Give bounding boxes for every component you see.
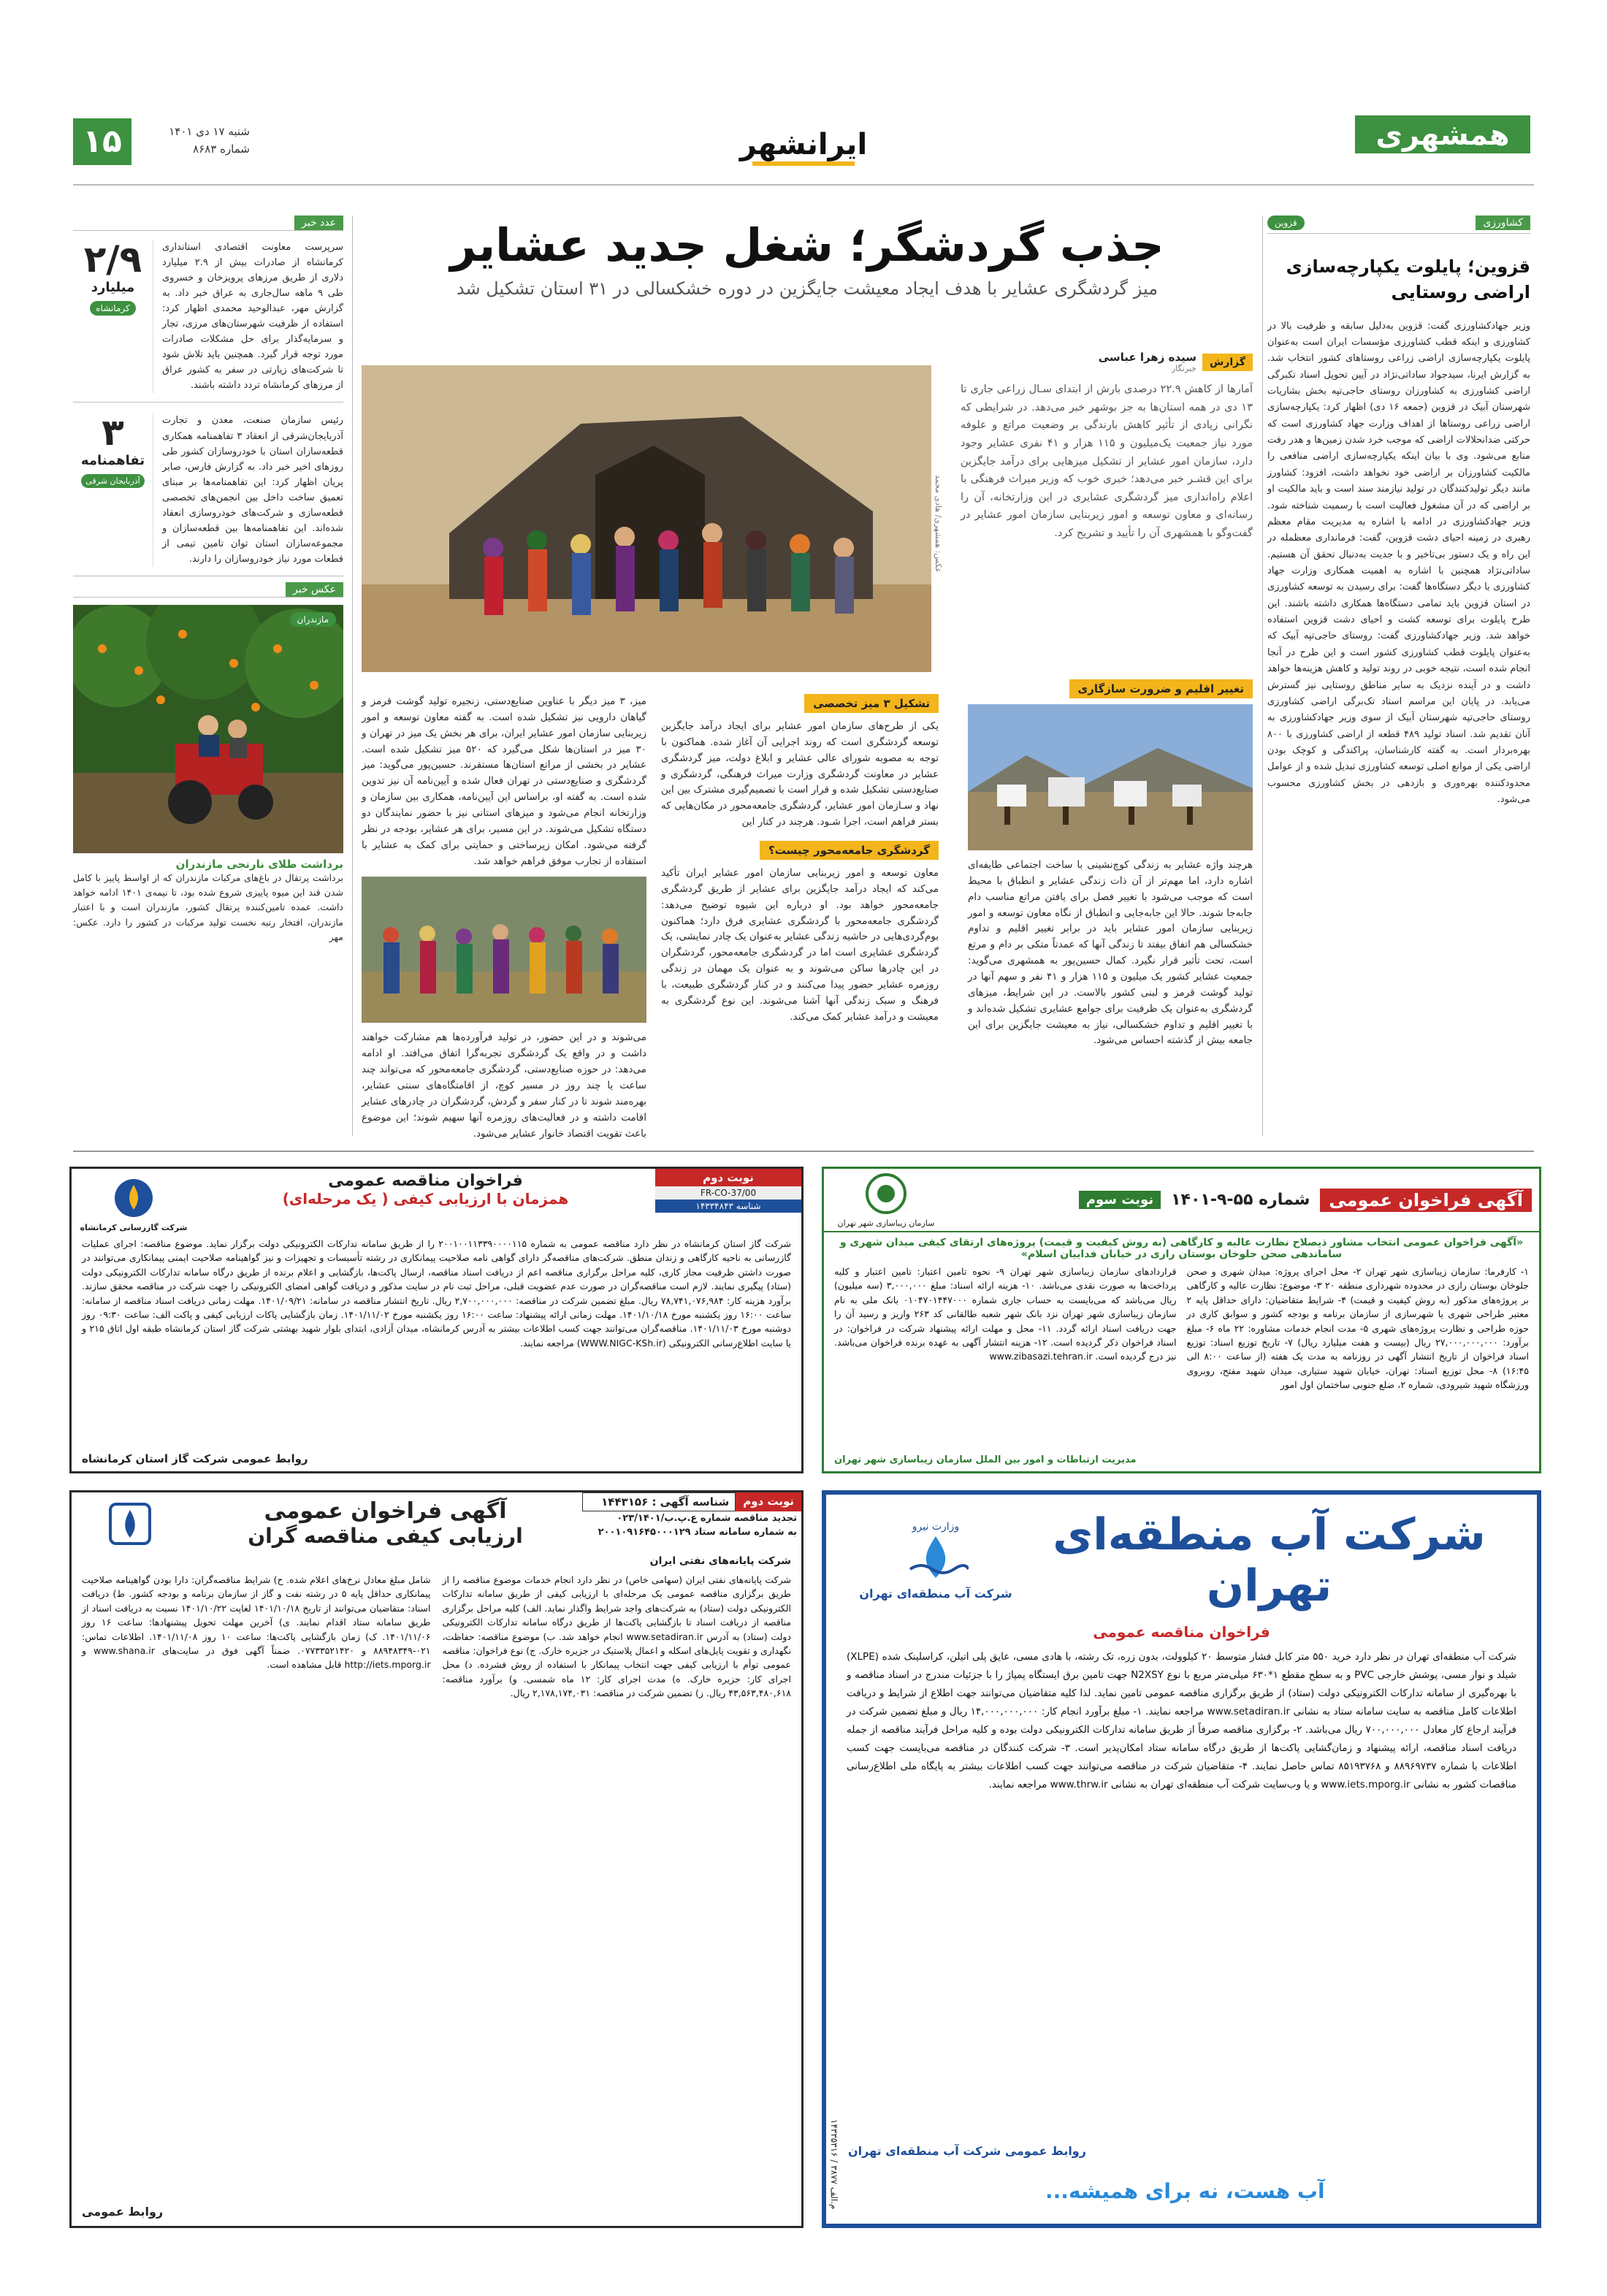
ad3-renewal: تجدید مناقصه شماره ع.پ.ب/۰۲۳/۱۴۰۱: [617, 1513, 797, 1524]
ad3-notice-block: [582, 1492, 801, 1552]
photo-news-image: [73, 605, 343, 853]
issue-date: شنبه ۱۷ دی ۱۴۰۱: [169, 125, 250, 138]
main-article: [362, 212, 1253, 1140]
sub-head-2: تشکیل ۳ میز تخصصی: [804, 694, 939, 713]
left-column-divider: [352, 216, 353, 1136]
lead-text: آمارها از کاهش ۲۲.۹ درصدی بارش از ابتدای سـال زراعی جاری تا ۱۳ دی در همه استان‌ها به جز بوشهر خبر می‌دهد. در شرایطی که نگرانی زیادی از تأثیر کاهش بارندگی بر وضعیت مراتع و علوفه مورد نیاز جمعیت یک‌میلیون و ۱۱۵ هزار و ۴۱ نفری عشایر وجود دارد، سازمان امور عشایر از تشکیل میزهایی برای درآمد جایگزین برای این قشـر خبر می‌دهد؛ خبری خوب که وزیر میراث فرهنگی با اعلام راه‌اندازی میز گردشگری عشایری در این وزارتخانه، آن را رسانه‌ای و معاون توسعه و امور زیربنایی سازمان امور عشایر در گفت‌وگو با همشهری آن را تأیید و تشریح کرد.: [961, 384, 1253, 540]
ad3-title: آگهی فراخوان عمومی: [264, 1498, 507, 1524]
left-news-item-1-badge: کرمانشاه: [90, 301, 135, 316]
page-number-box: [73, 118, 131, 165]
ad1-company: شرکت گازرسانی کرمانشاه: [80, 1223, 188, 1232]
ad2-headline: «آگهی فراخوان عمومی انتخاب مشاور ذیصلاح نظارت عالیه و کارگاهی (به روش کیفیت و قیمت) پروژه‌های ارتقای کیفی میدان شهری و ساماندهی صحن جلوخان بوستان رازی در خیابان فداییان اسلام»: [839, 1237, 1524, 1260]
left-news-item-2-figure: [73, 413, 153, 566]
left-news-item-1-body: سرپرست معاونت اقتصادی استانداری کرمانشاه از صادرات بیش از ۲.۹ میلیارد دلاری از طریق مرزهای پرویزخان و خسروی طی ۹ ماهه سال‌جاری به عراق خبر داد. به گزارش مهر، عبدالوحید محمدی اظهار کرد: استفاده از ظرفیت شهرستان‌های مرزی، تجار و سرمایه‌گذار برای حل مشکلات صادرات مورد توجه قرار گیرد. همچنین باید تلاش شود تا شرکت‌های زیارتی در سفر به کشور عراق از مرزهای کرمانشاه تردد داشته باشند.: [162, 242, 343, 392]
ad3-company: شرکت پایانه‌های نفتی ایران: [649, 1555, 791, 1567]
sub-head-1: تغییر اقلیم و ضرورت سازگاری: [1069, 679, 1253, 698]
main-article-subtitle: میز گردشگری عشایر با هدف ایجاد معیشت جایگزین در دوره خشکسالی در ۳۱ استان تشکیل شد: [456, 278, 1159, 299]
nomad-women-photo: [362, 877, 646, 1023]
ad2-left-col: قراردادهای سازمان زیباسازی شهر تهران ۹- نحوه تامین اعتبار: تامین اعتبار و کلیه پرداخت‌ها به صورت نقدی می‌باشد. ۱۰- هزینه ارائه اسناد: مبلغ ۳,۰۰۰,۰۰۰ (سه میلیون) ریال می‌باشد که می‌بایست به حساب جاری شماره ۰۱۰۴۷۰۱۴۴۷۰۰۰ بانک ملی به نام سازمان زیباسازی شهر تهران نزد بانک شهر شعبه طالقانی کد ۲۶۳ واریز و رسید آن را جهت دریافت اسناد ارائه گردد. ۱۱- محل و مهلت ارائه پیشنهاد شرکت در فراخوان: در اسناد فراخوان ذکر گردیده است. ۱۲- هزینه انتشار آگهی به عهده برنده فراخوان می‌باشد. نیز درج گردیده است. www.zibasazi.tehran.ir: [834, 1266, 1177, 1362]
left-news-item-2-badge: آذربایجان شرقی: [81, 474, 144, 488]
issue-number: شماره ۸۶۸۳: [193, 142, 250, 156]
col3-photo: [362, 877, 646, 1023]
ad4-side-code: م.الف ۳۸۷۷ / ۱۴۳۳۵۳۱۶: [829, 2118, 839, 2209]
sub2-text: یکی از طرح‌های سازمان امور عشایر برای ایجاد درآمد جایگزین توسعه گردشگری است که روند اجرایی آن آغاز شده. هماکنون با توجه به مصوبه شورای عالی عشایر و ابلاغ دولت، میز گردشگری عشایر در معاونت گردشگری وزارت میراث فرهنگی، گردشگری و صنایع‌دستی تشکیل شده و قرار است با تصمیم‌گیری مشترک بین این نهاد و سـازمان امور عشایر، گردشگری جامعه‌محور در مکان‌هایی که بستر فراهم است، اجرا شـود. هرچند در کنار این: [661, 720, 939, 828]
masthead: [0, 0, 1607, 190]
ad4-ministry: وزارت نیرو: [912, 1520, 960, 1533]
ad-zibasazi: [822, 1167, 1541, 1473]
left-news-column: [73, 216, 343, 1136]
oil-terminals-logo-icon: [104, 1498, 156, 1549]
ad3-setad-number: به شماره سامانه ستاد ۲۰۰۱۰۹۱۶۴۵۰۰۰۱۲۹: [598, 1527, 797, 1538]
left-news-item-1-figure: [73, 240, 153, 393]
left-news-item-1-number: ۲/۹: [83, 238, 142, 281]
ad2-right-col: ۱- کارفرما: سازمان زیباسازی شهر تهران ۲- محل اجرای پروژه: میدان شهری و صحن جلوخان بوستان رازی در محدوده شهرداری منطقه ۲۰ ۳- موضوع: نظارت عالیه و کارگاهی بر پروژه‌های مذکور (به روش کیفیت و قیمت) ۴- شرایط متقاضیان: دارای حداقل پایه ۲ معتبر طراحی شهری یا شهرسازی از سازمان برنامه و بودجه کشور و سوابق کاری در حوزه طراحی و نظارت پروژه‌های شهری ۵- مدت انجام خدمات مشاوره: ۲۲ ماه ۶- مبلغ برآورد: ۲۷,۰۰۰,۰۰۰,۰۰۰ ریال (بیست و هفت میلیارد ریال) ۷- تاریخ توزیع اسناد: توزیع اسناد فراخوان از تاریخ انتشار آگهی در روزنامه به مدت یک هفته (از ساعت ۸:۰۰ الی ۱۶:۴۵) ۸- محل توزیع اسناد: تهران، خیابان شهید ستیاری، میدان شهید مفتح، روبروی ورزشگاه شهید شیرودی، شماره ۲، ضلع جنوبی ساختمان اول امور: [1186, 1266, 1530, 1390]
ad3-body-left: شامل مبلغ معادل نرخ‌های اعلام شده. ح) شرایط مناقصه‌گران: دارا بودن گواهینامه صلاحیت پیمانکاری حداقل پایه ۵ در رشته نفت و گاز از سازمان برنامه و بودجه کشور. ط) دریافت اسناد: متقاضیان می‌توانند از تاریخ ۱۴۰۱/۱۰/۱۸ لغایت ۱۴۰۱/۱۰/۲۲ نسبت به دریافت اسناد از طریق سامانه ستاد اقدام نمایند. ی) آخرین مهلت تحویل پیشنهادها: ساعت ۱۶ روز ۱۴۰۱/۱۱/۰۶. ک) زمان بازگشایی پاکت‌ها: ساعت ۱۰ روز ۱۴۰۱/۱۱/۰۸. اطلاعات تماس: ۰۲۱-۸۸۹۴۸۳۴۹ و ۰۷۷۳۳۵۲۱۴۲۰. ضمناً آگهی فوق در سایت‌های www.shana.ir و http://iets.mporg.ir قابل مشاهده است.: [82, 1574, 431, 1671]
ad3-logo: [72, 1492, 188, 1552]
sub1-text: هرچند واژه عشایر به زندگی کوچ‌نشینی با ساخت اجتماعی طایفه‌ای اشاره دارد، اما مهم‌تر از آن ذات زندگی عشایر و انطباق با محیط است که موجب می‌شود با تغییر فصل برای یافتن مراتع مناسب دام جابه‌جا شوند. حالا این جابه‌جایی و انطباق از نگاه معاون توسعه و امور زیربنایی سازمان امور عشایر باید در برابر تغییر اقلیم و تداوم خشکسالی هم اتفاق بیفتد تا زندگی آنها که عمدتاً متکی بر دام و مرتع است، تحت تأثیر قرار نگیرد. کمال حسین‌پور به همشهری می‌گوید: جمعیت عشایر کشور یک میلیون و ۱۱۵ هزار و ۴۱ نفر و سهم آنها در تولید گوشت قرمز و لبنی کشور بالاست. در این شرایط، میزهای گردشگری به‌عنوان یک ظرفیت برای جوامع عشایری تشکیل شده‌اند و با تغییر اقلیم و تداوم خشکسالی، نیاز به معیشت جایگزین برای این جامعه بیش از گذشته احساس می‌شود.: [968, 859, 1253, 1047]
ad1-notice-label: نوبت دوم: [655, 1169, 801, 1186]
brand-text: همشهری: [1375, 118, 1510, 152]
photo-news-caption-title: برداشت طلای نارنجی مازندران: [175, 857, 343, 871]
right-column-divider: [1262, 216, 1263, 1136]
col3-text: میز، ۳ میز دیگر با عناوین صنایع‌دستی، زنجیره تولید گوشت قرمز و گیاهان دارویی نیز تشکیل شده است. به گفته معاون توسعه و امور زیربنایی سازمان امور عشایر ایران، برای هر بخش یک میز در تهران و ۳۰ میز در استان‌ها شکل می‌گیرد که ۵۲۰ میز تشکیل شده است. عشایر در بخشی از مراتع استان‌ها مستقرند. حسین‌پور می‌گوید: میز گردشگری و صنایع‌دستی در تهران فعال شده و آیین‌نامه آن نیز تدوین شده است. به گفته او، براساس این آیین‌نامه، همکاری بین سازمان و وزارتخانه انجام می‌شود و میزهای استانی نیز با حضور نمایندگان دو دستگاه تشکیل می‌شوند. در این مسیر، برای هر عشایر، بودجه در نظر گرفته می‌شود. امکان زیرساختی و حمایتی برای کمک به عشایر با استفاده از تجارب موفق فراهم خواهد شد.: [362, 695, 647, 867]
ad3-footer: روابط عمومی: [82, 2205, 164, 2219]
ad2-notice-label: نوبت سوم: [1079, 1191, 1161, 1209]
left-news-item-2-number: ۳: [102, 411, 124, 454]
gas-company-logo-icon: [112, 1176, 156, 1220]
left-news-item-2-body: رئیس سازمان صنعت، معدن و تجارت آذربایجان‌شرقی از انعقاد ۳ تفاهمنامه همکاری قطعه‌سازان استان با خودروسازان کشور طی روزهای اخیر خبر داد. به گزارش فارس، صابر پریان اظهار کرد: این تفاهمنامه‌ها بر مبنای تعمیق ساخت داخل بین انجمن‌های تخصصی قطعه‌سازی و شرکت‌های خودروسازی انعقاد شده‌اند. این تفاهمنامه‌ها بین قطعه‌سازان و مجموعه‌سازان استان توان تامین تیمی از قطعات مورد نیاز خودروسازان را دارند.: [162, 415, 343, 565]
kicker: گزارش: [1202, 354, 1253, 371]
editorial-bottom-rule: [73, 1151, 1534, 1152]
photo-credit: عکس: همشهری/ هادی محمد: [934, 475, 943, 573]
issue-info: [140, 123, 250, 158]
masthead-rule: [73, 184, 1534, 186]
ad1-code: FR-CO-37/00: [655, 1186, 801, 1200]
photo-news: [73, 576, 343, 945]
section-underline: [752, 161, 855, 166]
author-role: خبرنگار: [1171, 364, 1196, 373]
ad3-id-label: شناسه آگهی : ۱۴۴۳۱۵۶: [582, 1492, 736, 1511]
ad4-logo-text: شرکت آب منطقه‌ای تهران: [859, 1586, 1012, 1601]
ad3-notice-label: نوبت دوم: [736, 1492, 801, 1511]
left-news-tag: عدد خبر: [294, 216, 343, 230]
water-company-logo-icon: [903, 1533, 969, 1584]
ad1-subtitle: همزمان با ارزیابی کیفی ( یک مرحله‌ای): [282, 1190, 569, 1208]
ad4-body: شرکت آب منطقه‌ای تهران در نظر دارد خرید ۵۵۰ متر کابل فشار متوسط ۲۰ کیلوولت، بدون زره، تک رشته، با هادی مسی، عایق پلی اتیلن، کراسلینک شده (XLPE) شیلد و نوار مسی، پوشش خارجی PVC و به سطح مقطع ۱*۶۳۰ میلی‌متر مربع با نوع N2XSY جهت تامین برق ایستگاه پمپاژ را با جزئیات مندرج در اسناد مناقصه و با بهره‌گیری از سامانه تدارکات الکترونیکی دولت (ستاد) از طریق برگزاری مناقصه عمومی تامین نماید. لذا کلیه متقاضیان می‌توانند جهت اطلاع از شرایط و دریافت اطلاعات کامل مناقصه به سایت سامانه ستاد به نشانی www.setadiran.ir مراجعه نمایند. ۱- مبلغ برآورد انجام کار: ۱۴,۰۰۰,۰۰۰,۰۰۰ ریال و مبلغ تضمین شرکت در فرآیند ارجاع کار معادل ۷۰۰,۰۰۰,۰۰۰ ریال می‌باشد. ۲- برگزاری مناقصه صرفاً از طریق سامانه تدارکات الکترونیکی دولت بوده و کلیه مراحل فرآیند مناقصه از جمله دریافت اسناد مناقصه، ارائه پیشنهاد و زمان‌گشایی پاکت‌ها از طریق درگاه سامانه ستاد امکان‌پذیر است. ۳- شرکت کنندگان در مناقصه می‌بایست جهت کسب اطلاعات با شماره ۸۸۹۶۹۷۳۷ و ۸۵۱۹۳۷۶۸ تماس حاصل نمایند. ۴- متقاضیان شرکت در مناقصه می‌توانند جهت کسب اطلاعات بیشتر به پایگاه ملی اطلاع‌رسانی مناقصات کشور به نشانی www.iets.mporg.ir و یا وب‌سایت شرکت آب منطقه‌ای تهران به نشانی www.thrw.ir مراجعه نمایند.: [847, 1651, 1517, 1790]
article-col-2: [661, 694, 939, 1026]
photo-news-tag: عکس خبر: [286, 582, 343, 597]
ad-tehran-water: [822, 1490, 1541, 2228]
ad1-body: شرکت گاز استان کرمانشاه در نظر دارد مناقصه عمومی به شماره ۲۰۰۱۰۰۱۱۳۳۹۰۰۰۰۱۱۵ را از طریق سامانه تدارکات الکترونیکی دولت برگزار نماید. موضوع مناقصه: اجرای عملیات گازرسانی به ناحیه کارگاهی و زندان منطق. شرکت‌های مناقصه‌گر دارای گواهی نامه صلاحیت پیمانکاری در رشته تأسیسات و تجهیزات و نیز گواهینامه صلاحیت ایمنی پیمانکاری می‌توانند در صورت داشتن ظرفیت مجاز کاری، کلیه مراحل برگزاری مناقصه اعم از دریافت اسناد مناقصه، ارسال پاکت‌ها، بازگشایی و اعلام برنده از طریق درگاه سامانه تدارکات الکترونیکی دولت (ستاد) پیگیری نمایند. لازم است مناقصه‌گران در صورت عدم عضویت قبلی، مراحل ثبت نام در سایت مذکور و دریافت گواهی امضای الکترونیکی را جهت شرکت در مناقصه محقق سازند. برآورد هزینه کار: ۷۸,۷۴۱,۰۷۶,۹۸۴ ریال. مبلغ تضمین شرکت در مناقصه: ۲,۷۰۰,۰۰۰,۰۰۰ ریال. تاریخ انتشار مناقصه در سامانه: ۱۴۰۱/۰۹/۲۱. مهلت زمانی دریافت اسناد مناقصه از سامانه: ساعت ۱۶:۰۰ روز یکشنبه مورخ ۱۴۰۱/۱۰/۱۸. مهلت زمانی ارائه پیشنهاد: ساعت ۱۶:۰۰ روز یکشنبه مورخ ۱۴۰۱/۱۱/۰۲. زمان بازگشایی پاکات ارزیابی کیفی و پاکت الف: ساعت ۰۹:۳۰ روز دوشنبه مورخ ۱۴۰۱/۱۱/۰۳. مناقصه‌گران می‌توانند جهت کسب اطلاعات بیشتر به آدرس کرمانشاه، میدان آزادی، ابتدای بلوار شهید بهشتی شرکت گاز استان کرمانشاه طبقه اول اتاق ۲۱۵ و یا سایت اطلاع‌رسانی الکترونیکی (WWW.NIGC-KSh.ir) مراجعه نمایند.: [82, 1238, 792, 1349]
brand-logo: [1355, 110, 1530, 161]
nomad-tent-photo: [362, 365, 931, 672]
photo-news-badge: مازندران: [290, 612, 336, 627]
nomad-caravan-photo: [968, 704, 1253, 850]
left-news-item-1-unit: میلیارد: [91, 280, 135, 295]
left-news-item-2-unit: تفاهمنامه: [80, 453, 145, 469]
ad1-notice-block: [655, 1169, 801, 1232]
left-news-item-2: [73, 403, 343, 576]
author-name: سیده زهرا عباسی: [1098, 351, 1196, 364]
left-news-item-1: [73, 216, 343, 403]
right-news-column: [1267, 216, 1530, 1136]
section-title-text: ایرانشهر: [739, 128, 868, 161]
article-col-3: [362, 694, 646, 1142]
lead-column: [961, 351, 1253, 543]
ad2-footer: مدیریت ارتباطات و امور بین الملل سازمان زیباسازی شهر تهران: [834, 1454, 1137, 1465]
zibasazi-logo-icon: [860, 1172, 912, 1216]
main-article-title: جذب گردشگر؛ شغل جدید عشایر: [450, 218, 1164, 272]
col3-end-text: می‌شوند و در این حضور، در تولید فرآورده‌ها هم مشارکت خواهند داشت و در واقع یک گردشگری تجربه‌گرا اتفاق می‌افتد. او ادامه می‌دهد: در حوزه صنایع‌دستی، گردشگری جامعه‌محور که می‌تواند چند ساعت یا چند روز در مسیر کوچ، از اقامتگاه‌های سنتی عشایر، بهره‌مند شوند تا در کنار سفر و گردش، گردشگران در چادرهای عشایر اقامت داشته و در فعالیت‌های روزمره آنها سهیم شوند؛ این موضوع باعث تقویت اقتصاد خانوار عشایر می‌شود.: [362, 1031, 646, 1140]
ad1-id-label: شناسه ۱۴۳۳۴۸۴۳: [655, 1200, 801, 1213]
page-number: ۱۵: [83, 123, 122, 160]
section-title: [716, 128, 891, 172]
ad4-slogan: آب هست، نه برای همیشه...: [1045, 2179, 1325, 2203]
ad3-subtitle: ارزیابی کیفی مناقصه گران: [248, 1524, 523, 1548]
ad2-number: شماره ۵۵-۹-۱۴۰۱: [1171, 1191, 1310, 1209]
ad4-logo: [848, 1521, 1023, 1601]
right-news-body: وزیر جهادکشاورزی گفت: قزوین به‌دلیل سابقه و ظرفیت بالا در کشاورزی و اینکه قطب کشاورزی مؤسسات ایران است به‌عنوان پایلوت یکپارچه‌سازی اراضی زراعی روستاهای کشور انتخاب شد. به گزارش ایرنا، سید‌جواد ساداتی‌نژاد در آیین تحویل اسناد تکبرگی اراضی کشاورزی به کشاورزان روستای حاجی‌تپه بخش بشاریات شهرستان آبیک در قزوین (جمعه ۱۶ دی) اظهار کرد: یکپارچه‌سازی اراضی زراعی روستاها از اهداف وزارت جهاد کشاورزی است که حرکتی ضدانحلالات اراضی که موجب خرد شدن زمین‌ها و هدر رفت منابع می‌شود. وی با بیان اینکه یکپارچه‌سازی اراضی منافعی را مالکیت کشاورزان بر اراضی خود نخواهد داشت، افزود: کشاورز مانند دیگر تولیدکنندگان در تولید نیازمند سند است و باید مالکیت او بر اراضی که در آن مشغول فعالیت است با رسمیت شناخته شود. وزیر جهادکشاورزی در ادامه با اشاره به مدیریت مقام معظم رهبری در زمینه احیای دشت قزوین، گفت: فرمانداری معظمله در این راه و یک دستور بی‌تاخیر و با جدیت به‌دنبال تحقق آن هستیم. ساداتی‌نژاد همچنین با اشاره به اهمیت همکاری وزارت جهاد کشاورزی با دیگر دستگاه‌ها گفت: برای رسیدن به توسعه کشاورزی در استان قزوین باید تمامی دستگاه‌ها همکاری داشته باشند. این طرح پایلوت برای توسعه کشت و احیای دشت قزوین استفاده خواهد شد. وزیر جهادکشاورزی گفت: روستای حاجی‌تپه آبیک که به‌عنوان پایلوت قطب کشاورزی کشور است و این طرح در آنجا انجام شده است، نتیجه خوبی در روند تولید و کاهش هزینه‌ها خواهد داشت و در آینده نزدیک به سایر مناطق روستایی نیز گسترش می‌یابد. در پایان این مراسم اسناد تک‌برگی اراضی کشاورزی روستای حاجی‌تپه شهرستان آبیک از سوی وزیر جهادکشاورزی به آنان تقدیم شد. اسناد تولید ۴۸۹ قطعه از اراضی کشاورزی با ۸۰۰ بهره‌بردار است. به گفته کارشناسان، پراکندگی و کوچک بودن اراضی یکی از موانع اصلی توسعه کشاورزی تبدیل شده و از عوامل محدودکننده بهره‌وری و بازدهی در بخش کشاورزی محسوب می‌شود.: [1267, 320, 1531, 806]
main-photo: [362, 365, 943, 672]
right-news-title: قزوین؛ پایلوت یکپارچه‌سازی اراضی روستایی: [1286, 256, 1530, 302]
ad-kermanshah-gas: [69, 1167, 804, 1473]
ad3-body-right: شرکت پایانه‌های نفتی ایران (سهامی خاص) در نظر دارد انجام خدمات موضوع مناقصه را از طریق برگزاری مناقصه عمومی یک مرحله‌ای با ارزیابی کیفی از طریق سامانه تدارکات الکترونیکی دولت (ستاد) به شرکت‌های واجد شرایط واگذار نماید. الف) کلیه مراحل برگزاری مناقصه از دریافت اسناد تا بازگشایی پاکت‌ها از طریق درگاه سامانه تدارکات الکترونیکی دولت (ستاد) به آدرس www.setadiran.ir انجام خواهد شد. ب) موضوع مناقصه: حفاظت، نگهداری و تقویت پایل‌های اسکله و اعمال پلاستیک در جزیره خارک. ج) نوع فراخوان: مناقصه عمومی توأم با ارزیابی کیفی جهت انتخاب پیمانکار با استفاده از روش فشرده. د) محل اجرای کار: جزیره خارک. ه) مدت اجرای کار: ۱۲ ماه شمسی. و) برآورد مناقصه: ۴۳,۵۶۳,۴۸۰,۶۱۸ ریال. ز) تضمین شرکت در مناقصه: ۲,۱۷۸,۱۷۴,۰۳۱ ریال.: [442, 1574, 792, 1698]
ad4-footer: روابط عمومی شرکت آب منطقه‌ای تهران: [848, 2144, 1086, 2158]
ad4-heading: فراخوان مناقصه عمومی: [1093, 1623, 1270, 1641]
ad-oil-terminals: [69, 1490, 804, 2228]
sub-head-3: گردشگری جامعه‌محور چیست؟: [760, 841, 939, 860]
brand-logo-mark: [1355, 110, 1530, 161]
ad2-title: آگهی فراخوان عمومی: [1320, 1189, 1532, 1212]
ad2-logo: [824, 1169, 948, 1231]
right-news-badge: [1267, 216, 1305, 230]
right-news-badge-text: قزوین: [1275, 218, 1297, 228]
ad1-footer: روابط عمومی شرکت گاز استان کرمانشاه: [82, 1452, 308, 1465]
article-col-1: [968, 679, 1253, 1049]
ad2-org: سازمان زیباسازی شهر تهران: [837, 1218, 935, 1228]
ad4-company-title: شرکت آب منطقه‌ای تهران: [1053, 1509, 1486, 1612]
photo-news-caption: برداشت پرتقال در باغ‌های مرکبات مازندران که از اواسط پاییز با کامل شدن قند این میوه پاییزی شروع شده بود، تا نیمه‌ی ۱۴۰۱ ادامه خواهد داشت. عمده تامین‌کننده پرتقال کشور، مازندران است و با اعتبار مازندران، افتخار رتبه نخست تولید مرکبات در کشور را دارد. عکس: مهر: [73, 872, 344, 942]
ad1-logo: [72, 1169, 196, 1232]
orange-orchard-photo: [73, 605, 343, 853]
ad1-title: فراخوان مناقصه عمومی: [328, 1172, 523, 1190]
sub1-photo: [968, 704, 1253, 850]
sub3-text: معاون توسعه و امور زیربنایی سازمان امور عشایر ایران تأکید می‌کند که ایجاد درآمد جایگزین برای عشایر از طریق گردشگری جامعه‌محور خواهد بود. او درباره این شیوه توضیح می‌دهد: گردشگری جامعه‌محور با گردشگری عشایری فرق دارد؛ هماکنون بوم‌گردی‌هایی در حاشیه زندگی عشایر به‌عنوان یک چادر نمایشی، یک گردشگری عشایری است اما در گردشگری جامعه‌محور، گردشگران در این چادرها ساکن می‌شوند و به عنوان یک مهمان در زندگی روزمره عشایر حضور پیدا می‌کنند و در کنار گردشگری طبیعت، با فرهنگ و سبک زندگی آنها آشنا می‌شوند. این نوع گردشگری به معیشت و درآمد عشایر کمک می‌کند.: [661, 867, 939, 1023]
right-news-tag: کشاورزی: [1476, 216, 1530, 230]
